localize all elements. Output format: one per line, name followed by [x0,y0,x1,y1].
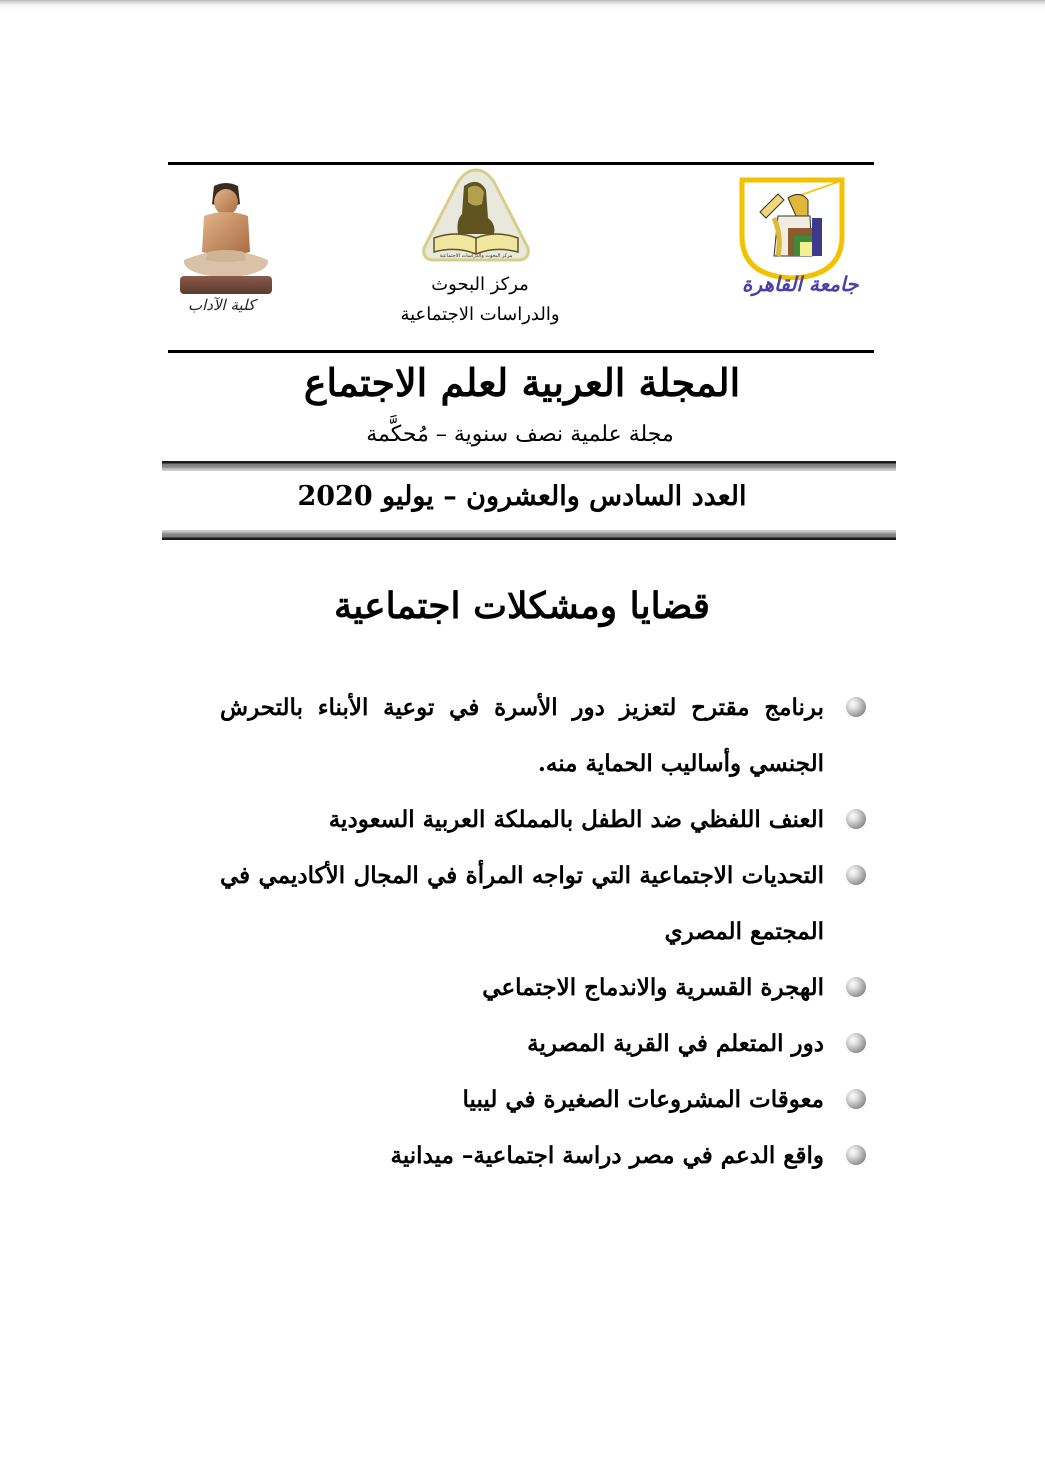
bullet-icon [846,865,866,885]
faculty-of-arts-logo [174,182,278,322]
article-title: برنامج مقترح لتعزيز دور الأسرة في توعية الأبناء بالتحرش الجنسي وأساليب الحماية منه. [220,694,824,777]
article-title: دور المتعلم في القرية المصرية [527,1030,824,1057]
cairo-university-caption: جامعة القاهرة [742,272,859,296]
bullet-icon [846,697,866,717]
seated-scribe-icon [174,182,278,302]
research-center-small-caption: مركز البحوث والدراسات الاجتماعية [439,253,513,259]
research-center-caption-line1: مركز البحوث [431,274,529,295]
cairo-university-shield-icon [738,176,846,280]
article-item[interactable] [220,1016,880,1072]
article-item[interactable] [220,1128,880,1184]
article-item[interactable] [220,848,880,960]
research-center-logo [420,168,532,264]
cairo-university-logo [738,176,859,306]
research-center-caption-line2: والدراسات الاجتماعية [400,304,560,325]
issue-bottom-bar [162,530,896,540]
header-top-rule [168,162,874,165]
faculty-of-arts-caption: كلية الآداب [188,296,256,314]
header-bottom-rule [168,350,874,353]
article-title: التحديات الاجتماعية التي تواجه المرأة في المجال الأكاديمي في المجتمع المصري [220,862,824,945]
article-item[interactable] [220,960,880,1016]
article-title: الهجرة القسرية والاندماج الاجتماعي [482,974,824,1001]
article-item[interactable] [220,792,880,848]
research-center-emblem-icon [420,168,532,264]
page-top-shadow [0,0,1045,10]
issue-label: العدد السادس والعشرون – يوليو 2020 [297,481,747,512]
article-title: العنف اللفظي ضد الطفل بالمملكة العربية السعودية [328,806,824,833]
bullet-icon [846,977,866,997]
articles-list [220,680,880,1184]
article-title: واقع الدعم في مصر دراسة اجتماعية– ميدانية [390,1142,824,1169]
article-item[interactable] [220,680,880,792]
bullet-icon [846,1089,866,1109]
research-center-caption [370,270,590,330]
issue-top-bar [162,461,896,471]
article-title: معوقات المشروعات الصغيرة في ليبيا [462,1086,824,1113]
journal-title: المجلة العربية لعلم الاجتماع [303,360,741,405]
article-item[interactable] [220,1072,880,1128]
section-title: قضايا ومشكلات اجتماعية [333,585,711,627]
journal-subtitle: مجلة علمية نصف سنوية – مُحكَّمة [366,422,674,447]
bullet-icon [846,1033,866,1053]
bullet-icon [846,809,866,829]
bullet-icon [846,1145,866,1165]
